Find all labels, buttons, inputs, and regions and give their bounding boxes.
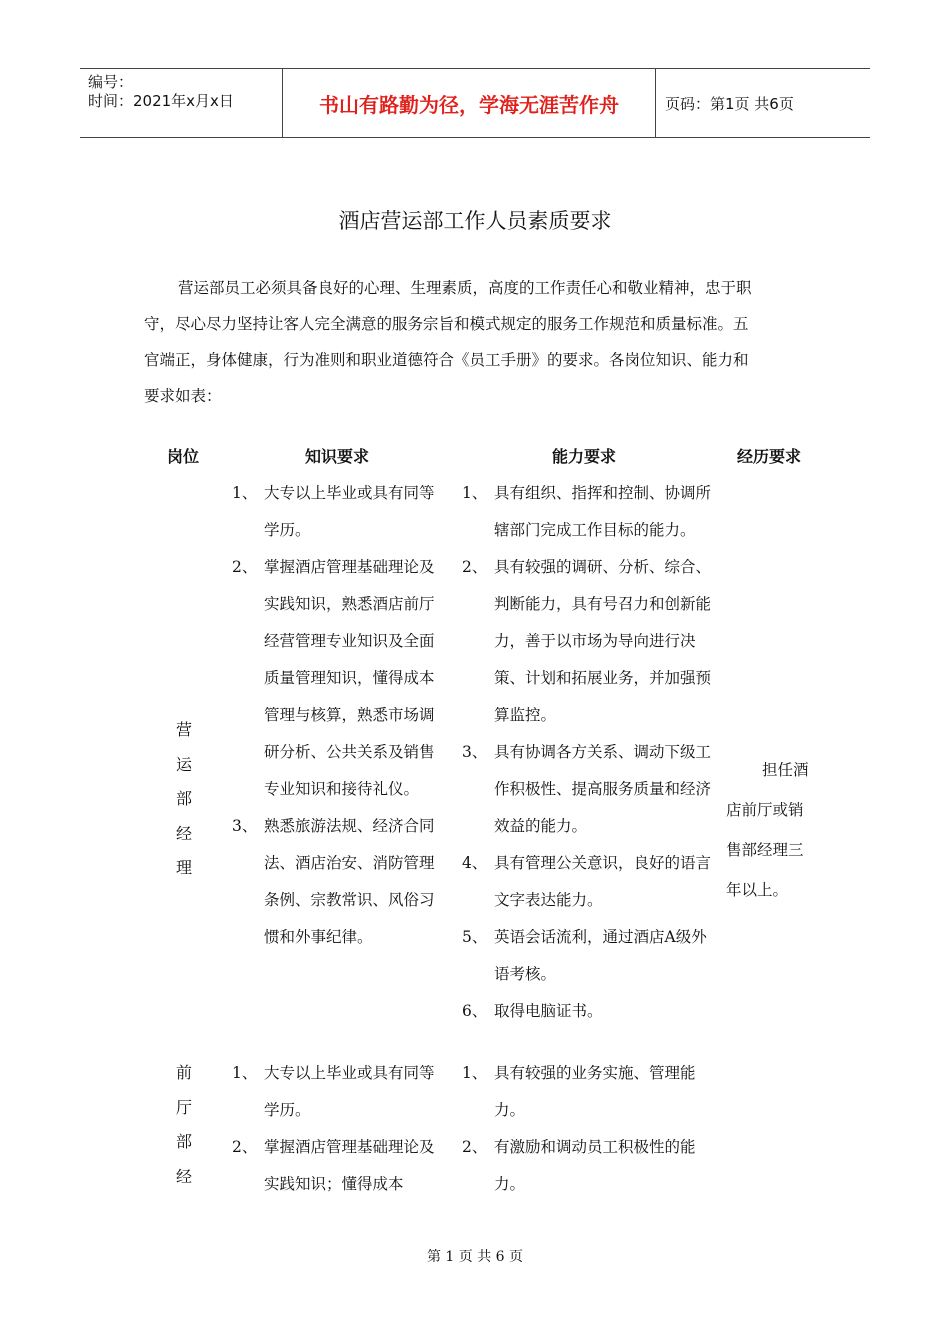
time-label: 时间：2021年x月x日 [88, 92, 234, 110]
ability-item: 2、 有激励和调动员工积极性的能力。 [462, 1138, 696, 1193]
knowledge-item: 1、 大专以上毕业或具有同等学历。 [232, 1064, 435, 1119]
number-label: 编号： [88, 73, 134, 91]
experience-requirement: 担任酒店前厅或销售部经理三年以上。 [726, 761, 809, 899]
ability-item: 2、 具有较强的调研、分析、综合、判断能力，具有号召力和创新能力，善于以市场为导向进行决策、计划和拓展业务，并加强预算监控。 [462, 558, 712, 724]
knowledge-item: 1、 大专以上毕业或具有同等学历。 [232, 484, 435, 539]
post-name: 前厅部经 [176, 1063, 193, 1186]
column-header-ability: 能力要求 [552, 447, 617, 466]
ability-item: 1、 具有较强的业务实施、管理能力。 [462, 1064, 696, 1119]
ability-item: 6、 取得电脑证书。 [462, 1002, 603, 1020]
ability-item: 1、 具有组织、指挥和控制、协调所辖部门完成工作目标的能力。 [462, 484, 712, 539]
intro-paragraph [144, 270, 804, 414]
header-motto: 书山有路勤为径，学海无涯苦作舟 [282, 69, 656, 137]
intro-line: 要求如表： [144, 387, 222, 405]
post-name: 营运部经理 [176, 720, 193, 878]
ability-item: 4、 具有管理公关意识，良好的语言文字表达能力。 [462, 854, 712, 909]
column-header-experience: 经历要求 [737, 447, 802, 466]
intro-line: 官端正，身体健康，行为准则和职业道德符合《员工手册》的要求。各岗位知识、能力和 [144, 351, 749, 369]
knowledge-item: 3、 熟悉旅游法规、经济合同法、酒店治安、消防管理条例、宗教常识、风俗习惯和外事纪律。 [232, 817, 435, 946]
document-header [80, 68, 870, 138]
knowledge-item: 2、 掌握酒店管理基础理论及实践知识，熟悉酒店前厅经营管理专业知识及全面质量管理知识，懂得成本管理与核算，熟悉市场调研分析、公共关系及销售专业知识和接待礼仪。 [232, 558, 435, 798]
header-page-info: 页码：第1页 共6页 [665, 94, 794, 113]
knowledge-list [232, 475, 446, 956]
column-header-knowledge: 知识要求 [305, 447, 370, 466]
intro-line: 营运部员工必须具备良好的心理、生理素质，高度的工作责任心和敬业精神，忠于职 [178, 279, 752, 297]
knowledge-item: 2、 掌握酒店管理基础理论及实践知识；懂得成本 [232, 1138, 435, 1193]
ability-list [462, 475, 712, 1030]
ability-list [462, 1055, 712, 1203]
ability-item: 3、 具有协调各方关系、调动下级工作积极性、提高服务质量和经济效益的能力。 [462, 743, 712, 835]
knowledge-list [232, 1055, 446, 1203]
page-title: 酒店营运部工作人员素质要求 [338, 209, 612, 233]
intro-line: 守，尽心尽力坚持让客人完全满意的服务宗旨和模式规定的服务工作规范和质量标准。五 [144, 315, 749, 333]
header-meta [80, 69, 282, 137]
page-footer: 第 1 页 共 6 页 [426, 1249, 524, 1265]
column-header-post: 岗位 [167, 447, 200, 466]
ability-item: 5、 英语会话流利，通过酒店A级外语考核。 [462, 928, 707, 983]
